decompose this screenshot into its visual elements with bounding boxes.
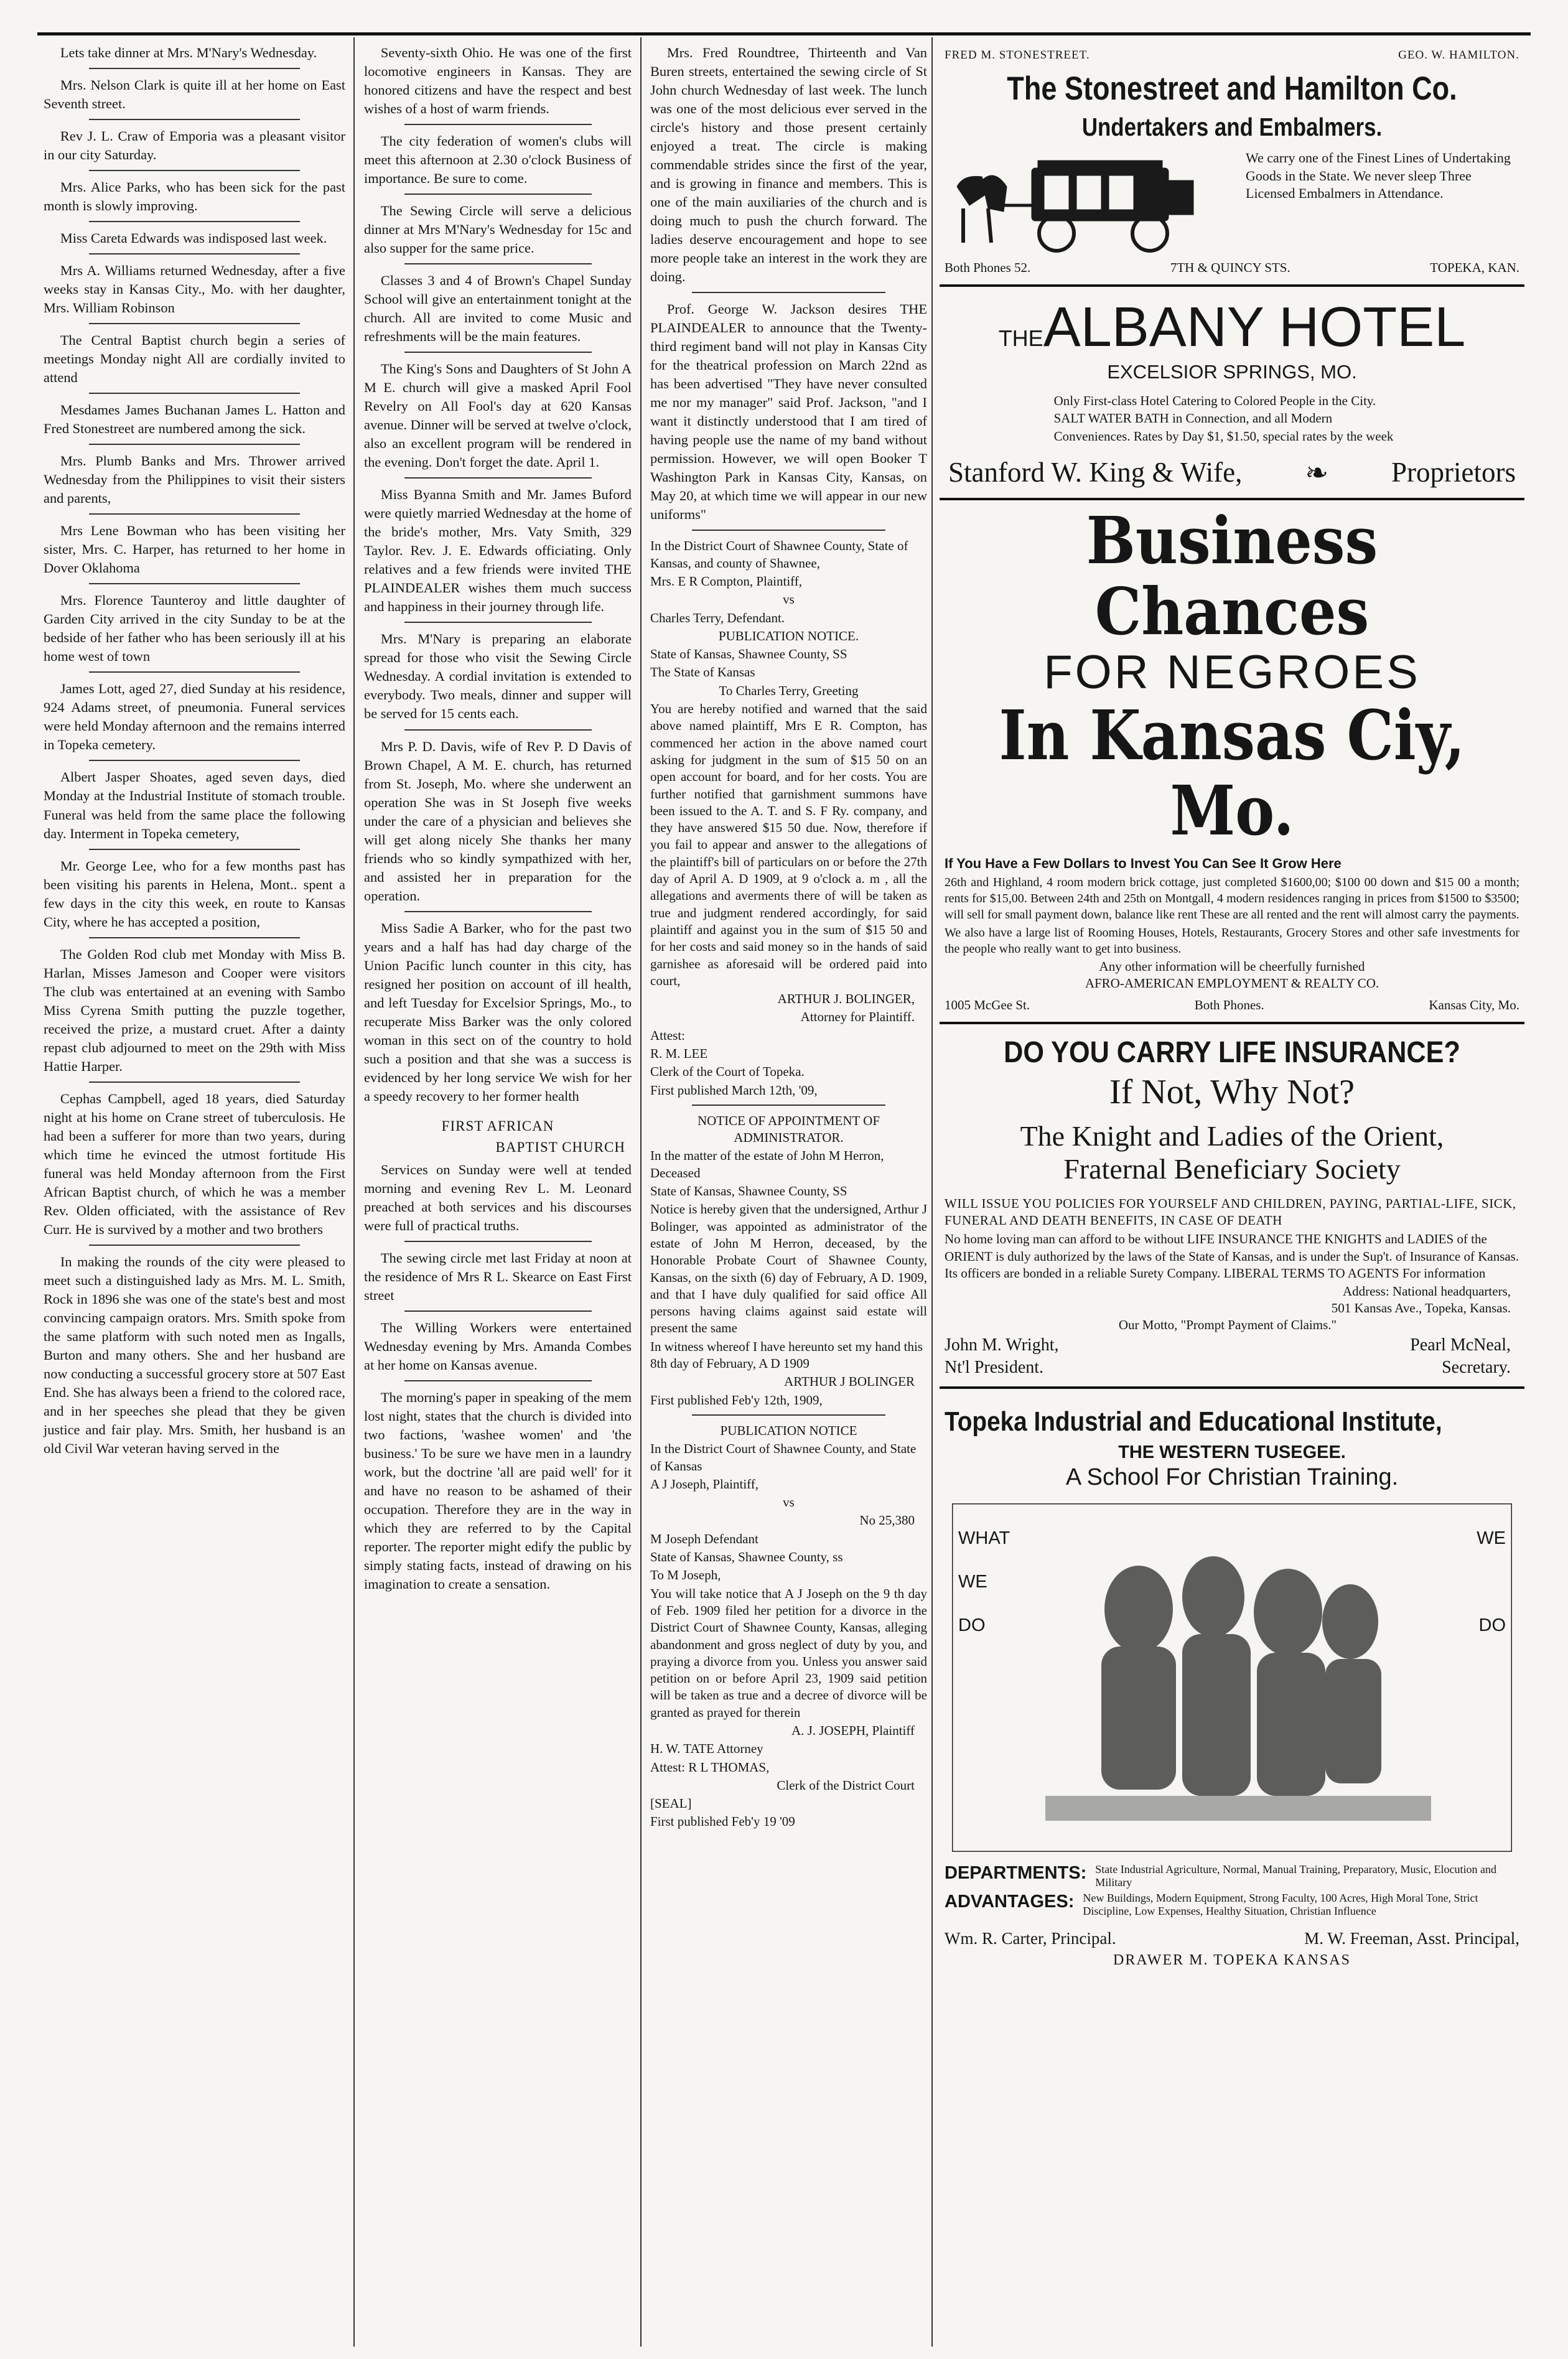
insurance-address: Address: National headquarters,: [1343, 1284, 1511, 1299]
administrator-notice: [650, 1113, 927, 1409]
undertakers-title: The Stonestreet and Hamilton Co.: [1007, 70, 1457, 107]
notice-party: vs: [783, 1495, 795, 1510]
news-item: Cephas Campbell, aged 18 years, died Saturday night at his home on Crane street of tuberculosis. He had been a sufferer for more than two years, during which time he evinced the utmost fortitude His funeral was held Monday afternoon from the First African Baptist church, of which he was a member Rev. Olden officiated, with the assistance of Rev Curr. He is survived by a mother and two brothers: [44, 1090, 345, 1237]
photo-label: WHAT: [958, 1528, 1010, 1549]
advantages-label: ADVANTAGES:: [945, 1892, 1075, 1912]
news-item: In making the rounds of the city were pleased to meet such a distinguished lady as Mrs. M. L. Smith, Rock in 1896 she was one of the state's best and most convincing campaign orators. Mrs. Smith spoke from the same platform with such noted men as Ingalls, Burton and many others. She and her husband are now conducting a successful grocery store at 507 East End. She has always been a friend to the colored race, and in her speeches she plead that they be given justice and fair play. Mrs. Smith, her husband is an old Civil War veteran having served in the: [44, 1253, 345, 1456]
column-3: [644, 44, 933, 2346]
separator: [89, 323, 301, 324]
photo-label: DO: [958, 1615, 986, 1636]
insurance-body: No home loving man can afford to be without LIFE INSURANCE THE KNIGHTS and LADIES of the ORIENT is duly authorized by the laws of the State of Kansas, and is under the Sup't. of Insurance of Kansas. Its officers are bonded in a reliable Surety Company. LIBERAL TERMS TO AGENTS For information: [945, 1231, 1519, 1281]
hotel-proprietor: Stanford W. King & Wife,: [948, 457, 1243, 488]
hearse-illustration: [945, 149, 1237, 255]
news-item: Miss Sadie A Barker, who for the past two years and a half has had day charge of the Union Pacific lunch counter in this city, has resigned her position on account of ill health, and left Tuesday for Excelsior Springs, Mo., to recuperate Miss Barker was the only colored woman in this sect on of the country to hold such a position and that she was a success is evidenced by her long service We wish for her a speedy recovery to her former health: [364, 920, 632, 1104]
notice-attest: Attest:: [650, 1027, 685, 1043]
news-item: The Willing Workers were entertained Wednesday evening by Mrs. Amanda Combes at her home on Kansas avenue.: [364, 1319, 632, 1373]
news-item: Seventy-sixth Ohio. He was one of the first locomotive engineers in Kansas. They are honored citizens and have the respect and best wishes of a host of warm friends.: [364, 45, 632, 117]
advertisement-column: [933, 44, 1531, 2346]
business-chances-body-2: We also have a large list of Rooming Houses, Hotels, Restaurants, Grocery Stores and other safe investments for the people who really want to get into business.: [945, 925, 1519, 956]
notice-party: Charles Terry, Defendant.: [650, 610, 785, 625]
separator: [404, 1380, 592, 1381]
notice-court: In the District Court of Shawnee County, State of Kansas, and county of Shawnee,: [650, 538, 908, 571]
business-chances-headline: Business Chances: [1086, 502, 1378, 650]
news-item: Mrs Lene Bowman who has been visiting her sister, Mrs. C. Harper, has returned to her home in Dover Oklahoma: [44, 523, 345, 576]
hotel-name: ALBANY HOTEL: [1043, 296, 1466, 358]
notice-to: The State of Kansas: [650, 665, 755, 680]
notice-court: In the District Court of Shawnee County, and State of Kansas: [650, 1441, 917, 1474]
column-divider: [353, 37, 355, 2347]
news-item: The Sewing Circle will serve a delicious dinner at Mrs M'Nary's Wednesday for 15c and also supper for the same price.: [364, 203, 632, 256]
column-1: [37, 44, 352, 2346]
group-photo-image: [952, 1503, 1512, 1852]
separator: [404, 263, 592, 264]
notice-clerk: Clerk of the District Court: [777, 1777, 915, 1793]
notice-attorney: H. W. TATE Attorney: [650, 1741, 763, 1757]
notice-state: State of Kansas, Shawnee County, SS: [650, 647, 847, 662]
insurance-secretary: Pearl McNeal,: [1410, 1335, 1511, 1355]
separator: [89, 1081, 301, 1083]
notice-state: State of Kansas, Shawnee County, ss: [650, 1549, 843, 1565]
separator: [404, 729, 592, 731]
notice-heading: NOTICE OF APPOINTMENT OF ADMINISTRATOR.: [697, 1113, 880, 1146]
notice-body: You will take notice that A J Joseph on the 9 th day of Feb. 1909 filed her petition for a divorce in the District Court of Shawnee County, Kansas, alleging abandonment and gross neglect of duty by you, and praying a divorce from you. Unless you answer said petition on or before April 23, 1909 said petition will be taken as true and a decree of divorce will be granted as prayed for therein: [650, 1586, 927, 1720]
company-phones: Both Phones.: [1194, 997, 1264, 1012]
notice-party: A J Joseph, Plaintiff,: [650, 1476, 759, 1492]
notice-clerk: R. M. LEE: [650, 1046, 708, 1061]
separator: [89, 1245, 301, 1246]
separator: [89, 671, 301, 673]
notice-signer: A. J. JOSEPH, Plaintiff: [791, 1722, 915, 1738]
column-divider: [640, 37, 642, 2347]
undertakers-body: We carry one of the Finest Lines of Undertaking Goods in the State. We never sleep Three Licensed Embalmers in Attendance.: [1246, 150, 1511, 202]
notice-case-number: No 25,380: [859, 1513, 915, 1528]
news-item: The sewing circle met last Friday at noon at the residence of Mrs R L. Skearce on East First street: [364, 1250, 632, 1303]
hotel-title: [945, 296, 1519, 360]
notice-signer: ARTHUR J. BOLINGER,: [777, 991, 915, 1007]
separator: [692, 530, 886, 531]
news-item: Mrs. Florence Taunteroy and little daughter of Garden City arrived in the city Sunday to be at the bedside of her father who has been seriously ill at his home west of town: [44, 592, 345, 665]
notice-party: vs: [783, 592, 795, 607]
news-item: Mrs. Alice Parks, who has been sick for the past month is slowly improving.: [44, 179, 345, 214]
photo-label: DO: [1478, 1615, 1506, 1636]
business-chances-inquiry: Any other information will be cheerfully furnished: [1099, 958, 1365, 974]
news-item: Albert Jasper Shoates, aged seven days, died Monday at the Industrial Institute of stomach trouble. Funeral was held from the same place the following day. Interment in Topeka cemetery,: [44, 769, 345, 841]
notice-party: M Joseph Defendant: [650, 1531, 758, 1546]
news-item: Mrs. Plumb Banks and Mrs. Thrower arrived Wednesday from the Philippines to visit their sisters and parents,: [44, 453, 345, 507]
business-chances-location: In Kansas Ciy, Mo.: [999, 694, 1465, 851]
insurance-address-2: 501 Kansas Ave., Topeka, Kansas.: [1331, 1301, 1511, 1316]
news-item: Mesdames James Buchanan James L. Hatton and Fred Stonestreet are numbered among the sick.: [44, 402, 345, 437]
separator: [404, 911, 592, 912]
undertakers-ad: [940, 44, 1524, 287]
separator: [404, 622, 592, 623]
departments-list: State Industrial Agriculture, Normal, Manual Training, Preparatory, Music, Elocution and Military: [1095, 1863, 1496, 1889]
news-item: Lets take dinner at Mrs. M'Nary's Wednesday.: [60, 45, 317, 60]
hotel-location: EXCELSIOR SPRINGS, MO.: [1107, 361, 1357, 383]
business-chances-subhead: FOR NEGROES: [1043, 645, 1421, 699]
separator: [89, 849, 301, 850]
notice-heading: PUBLICATION NOTICE: [720, 1422, 857, 1438]
departments-label: DEPARTMENTS:: [945, 1863, 1087, 1884]
notice-published: First published Feb'y 12th, 1909,: [650, 1392, 823, 1408]
undertakers-subtitle: Undertakers and Embalmers.: [1081, 113, 1383, 141]
separator: [89, 393, 301, 394]
news-item: Mrs. Fred Roundtree, Thirteenth and Van Buren streets, entertained the sewing circle of St John church Wednesday of last week. The lunch was one of the most delicious ever served in the circle's history and those present certainly enjoyed a treat. The circle is making commendable strides since the first of the year, and is growing in finance and members. This is one of the main auxiliaries of the church and is doing much to push the church forward. The ladies deserve encouragement and hope to see more people take an interest in the work they are doing.: [650, 45, 927, 285]
notice-body: You are hereby notified and warned that the said above named plaintiff, Mrs E R. Compton, has commenced her action in the above named court asking for judgment in the sum of $15 50 on an open account for board, and for her costs. You are further notified that garnishment summons have been issued to the A. T. and S. F Ry. company, and they have answered $15 50 due. Now, therefore if you fail to appear and answer to the allegations of the plaintiff's bill of particulars on or before the 27th day of April A. D 1909, at 9 o'clock a. m , all the allegations and averments there of will be taken as true and judgment rendered accordingly, for said plaintiff and against you in the sum of $15 50 and for her costs and said money so in the hands of said garnishee as aforesaid will be ordered paid into court,: [650, 701, 927, 988]
institute-ad: [940, 1389, 1524, 1974]
partner-name: FRED M. STONESTREET.: [945, 49, 1090, 62]
company-address: 1005 McGee St.: [945, 997, 1030, 1012]
undertakers-city: TOPEKA, KAN.: [1430, 260, 1519, 275]
undertakers-address: 7TH & QUINCY STS.: [1170, 260, 1290, 275]
insurance-president-role: Nt'l President.: [945, 1358, 1044, 1378]
separator: [89, 583, 301, 584]
separator: [89, 760, 301, 761]
company-city: Kansas City, Mo.: [1429, 997, 1519, 1012]
news-item: Mrs. Nelson Clark is quite ill at her home on East Seventh street.: [44, 77, 345, 112]
notice-greeting: To Charles Terry, Greeting: [719, 683, 859, 698]
news-item: Mrs. M'Nary is preparing an elaborate spread for those who visit the Sewing Circle Wednesday. A cordial invitation is extended to everybody. Two meals, dinner and supper will be served for 15 cents each.: [364, 631, 632, 722]
separator: [692, 1414, 886, 1416]
separator: [89, 444, 301, 445]
business-chances-ad: [940, 500, 1524, 1024]
institute-school: A School For Christian Training.: [1065, 1464, 1399, 1491]
masthead-rule: [37, 32, 1531, 35]
news-item: Rev J. L. Craw of Emporia was a pleasant visitor in our city Saturday.: [44, 128, 345, 163]
news-item: The Golden Rod club met Monday with Miss B. Harlan, Misses Jameson and Cooper were visitors The club was entertained at an evening with Sambo Miss Cyrena Smith putting the puzzle together, received the prize, a mustard cruet. After a dainty repast club adjourned to meet on the 29th with Miss Hattie Harper.: [44, 946, 345, 1074]
church-subheading: BAPTIST CHURCH: [495, 1139, 625, 1155]
separator: [404, 194, 592, 195]
news-item: The King's Sons and Daughters of St John A M E. church will give a masked April Fool Revelry on All Fool's day at 620 Kansas avenue. Dinner will be served at twelve o'clock, also an excellent program will be rendered in the evening. Don't forget the date. April 1.: [364, 361, 632, 470]
insurance-question: DO YOU CARRY LIFE INSURANCE?: [1004, 1035, 1460, 1069]
notice-signer: ARTHUR J BOLINGER: [784, 1374, 915, 1390]
photo-label: WE: [1477, 1528, 1506, 1549]
separator: [89, 68, 301, 69]
separator: [692, 1105, 886, 1106]
business-chances-lead: If You Have a Few Dollars to Invest You Can See It Grow Here: [945, 855, 1342, 871]
notice-matter: In the matter of the estate of John M Herron, Deceased: [650, 1148, 884, 1180]
notice-seal: [SEAL]: [650, 1796, 692, 1811]
hotel-body: Only First-class Hotel Catering to Colored People in the City. SALT WATER BATH in Connection, and all Modern Conveniences. Rates by Day $1, $1.50, special rates by the week: [1053, 393, 1394, 444]
notice-signer-role: Attorney for Plaintiff.: [800, 1009, 915, 1025]
separator: [89, 221, 301, 222]
insurance-president: John M. Wright,: [945, 1335, 1059, 1355]
news-item: Mr. George Lee, who for a few months past has been visiting his parents in Helena, Mont.. spent a few days in the city this week, en route to Kansas City, where he has accepted a position,: [44, 857, 345, 930]
news-item: The Central Baptist church begin a series of meetings Monday night All are cordially invited to attend: [44, 332, 345, 386]
notice-published: First published March 12th, '09,: [650, 1082, 818, 1098]
news-item: Mrs A. Williams returned Wednesday, after a five weeks stay in Kansas City., Mo. with her daughter, Mrs. William Robinson: [44, 263, 345, 316]
institute-address: DRAWER M. TOPEKA KANSAS: [1113, 1952, 1351, 1969]
hotel-the: THE: [998, 325, 1043, 351]
insurance-motto: Our Motto, "Prompt Payment of Claims.": [1118, 1317, 1337, 1333]
separator: [89, 119, 301, 120]
publication-notice-2: [650, 1422, 927, 1831]
insurance-ad: [940, 1024, 1524, 1389]
publication-notice-1: [650, 538, 927, 1099]
institute-title: Topeka Industrial and Educational Institute,: [945, 1406, 1442, 1437]
notice-clerk-role: Clerk of the Court of Topeka.: [650, 1064, 805, 1080]
separator: [404, 1241, 592, 1242]
notice-attest: Attest: R L THOMAS,: [650, 1759, 770, 1775]
separator: [89, 253, 301, 255]
notice-party: Mrs. E R Compton, Plaintiff,: [650, 573, 803, 589]
insurance-org-2: Fraternal Beneficiary Society: [1063, 1152, 1401, 1185]
partner-name: GEO. W. HAMILTON.: [1398, 49, 1519, 62]
news-item: James Lott, aged 27, died Sunday at his residence, 924 Adams street, of pneumonia. Funeral services were held Monday afternoon and the remains interred in Topeka cemetery.: [44, 681, 345, 753]
separator: [404, 352, 592, 353]
institute-subtitle: THE WESTERN TUSEGEE.: [1118, 1442, 1346, 1463]
news-item: Miss Careta Edwards was indisposed last week.: [60, 230, 327, 246]
notice-witness: In witness whereof I have hereunto set my hand this 8th day of February, A D 1909: [650, 1338, 923, 1371]
notice-to: To M Joseph,: [650, 1567, 721, 1583]
separator: [404, 124, 592, 125]
institute-photo: [952, 1503, 1512, 1852]
news-item: The city federation of women's clubs will meet this afternoon at 2.30 o'clock Business of importance. Be sure to come.: [364, 133, 632, 187]
insurance-secretary-role: Secretary.: [1442, 1358, 1511, 1378]
hotel-ad: [940, 287, 1524, 500]
insurance-org: The Knight and Ladies of the Orient,: [1020, 1119, 1444, 1152]
church-heading: FIRST AFRICAN: [441, 1118, 554, 1134]
news-item: Miss Byanna Smith and Mr. James Buford were quietly married Wednesday at the home of the bride's mother, Mrs. Vaty Smith, 329 Taylor. Rev. J. E. Edwards officiating. Only relatives and a few friends were invited THE PLAINDEALER wishes them much success and happiness in their journey through life.: [364, 487, 632, 615]
news-item: Mrs P. D. Davis, wife of Rev P. D Davis of Brown Chapel, A M. E. church, has returned from St. Joseph, Mo. where she underwent an operation She was in St Joseph five weeks under the care of a physician and believes she will get along nicely She thanks her many friends who so kindly sympathized with her, and assisted her in preparation for the operation.: [364, 738, 632, 904]
news-item: Classes 3 and 4 of Brown's Chapel Sunday School will give an entertainment tonight at the church. All are invited to come Music and refreshments will be the main features.: [364, 273, 632, 345]
insurance-question-2: If Not, Why Not?: [1109, 1072, 1355, 1111]
institute-principal: Wm. R. Carter, Principal.: [945, 1929, 1116, 1948]
notice-heading: PUBLICATION NOTICE.: [718, 628, 859, 643]
institute-asst-principal: M. W. Freeman, Asst. Principal,: [1304, 1929, 1519, 1948]
ornament-icon: ❧: [1305, 457, 1329, 489]
separator: [692, 292, 886, 293]
insurance-policies: WILL ISSUE YOU POLICIES FOR YOURSELF AND CHILDREN, PAYING, PARTIAL-LIFE, SICK, FUNERAL AND DEATH BENEFITS, IN CASE OF DEATH: [945, 1195, 1516, 1228]
hotel-proprietor-role: Proprietors: [1391, 457, 1516, 488]
undertakers-phones: Both Phones 52.: [945, 260, 1031, 275]
photo-label: WE: [958, 1572, 987, 1592]
notice-state: State of Kansas, Shawnee County, SS: [650, 1184, 847, 1199]
separator: [404, 477, 592, 479]
column-2: [358, 44, 638, 2346]
notice-body: Notice is hereby given that the undersigned, Arthur J Bolinger, was appointed as administrator of the estate of John M Herron, deceased, by the Honorable Probate Court of Shawnee County, Kansas, on the sixth (6) day of February, A D. 1909, and that I have duly qualified for said office All persons having claims against said estate will present the same: [650, 1202, 927, 1336]
news-item: Prof. George W. Jackson desires THE PLAINDEALER to announce that the Twenty-third regiment band will not play in Kansas City for the theatrical profession on March 22nd as has been advertised "They have never consulted me nor my manager" said Prof. Jackson, "and I want it distinctly understood that I am tired of having people use the name of my band without permission. However, we will open Booker T Washington Park in Kansas City, Kansas, on May 20, at which time we will appear in our new uniforms": [650, 301, 927, 523]
notice-published: First published Feb'y 19 '09: [650, 1814, 795, 1829]
business-chances-body: 26th and Highland, 4 room modern brick cottage, just completed $1600,00; $100 00 down and $15 00 a month; rents for $15,00. Between 24th and 25th on Montgall, 4 modern residences ranging in prices from $1500 to $3500; will sell for small payment down, balance like rent These are all rented and the rent will almost carry the payments.: [945, 875, 1519, 922]
news-item: Services on Sunday were well at tended morning and evening Rev L. M. Leonard preached at both services and his discourses were full of practical truths.: [364, 1161, 632, 1233]
separator: [89, 170, 301, 171]
business-chances-company: AFRO-AMERICAN EMPLOYMENT & REALTY CO.: [1085, 975, 1379, 991]
separator: [89, 513, 301, 515]
news-item: The morning's paper in speaking of the mem lost night, states that the church is divided into two factions, 'washee women' and 'the business.' To be sure we have men in a laundry work, but the doctrine 'all are paid well' for it and have no reason to be ashamed of their occupation. Therefore they are in the way in which they are referred to by the Capital reporter. The reporter might edify the public by simply stating facts, instead of drawing on his imagination to create a sensation.: [364, 1389, 632, 1592]
separator: [89, 937, 301, 938]
advantages-list: New Buildings, Modern Equipment, Strong Faculty, 100 Acres, High Moral Tone, Strict Discipline, Low Expenses, Healthy Situation, Christian Influence: [1083, 1892, 1478, 1918]
separator: [404, 1310, 592, 1312]
